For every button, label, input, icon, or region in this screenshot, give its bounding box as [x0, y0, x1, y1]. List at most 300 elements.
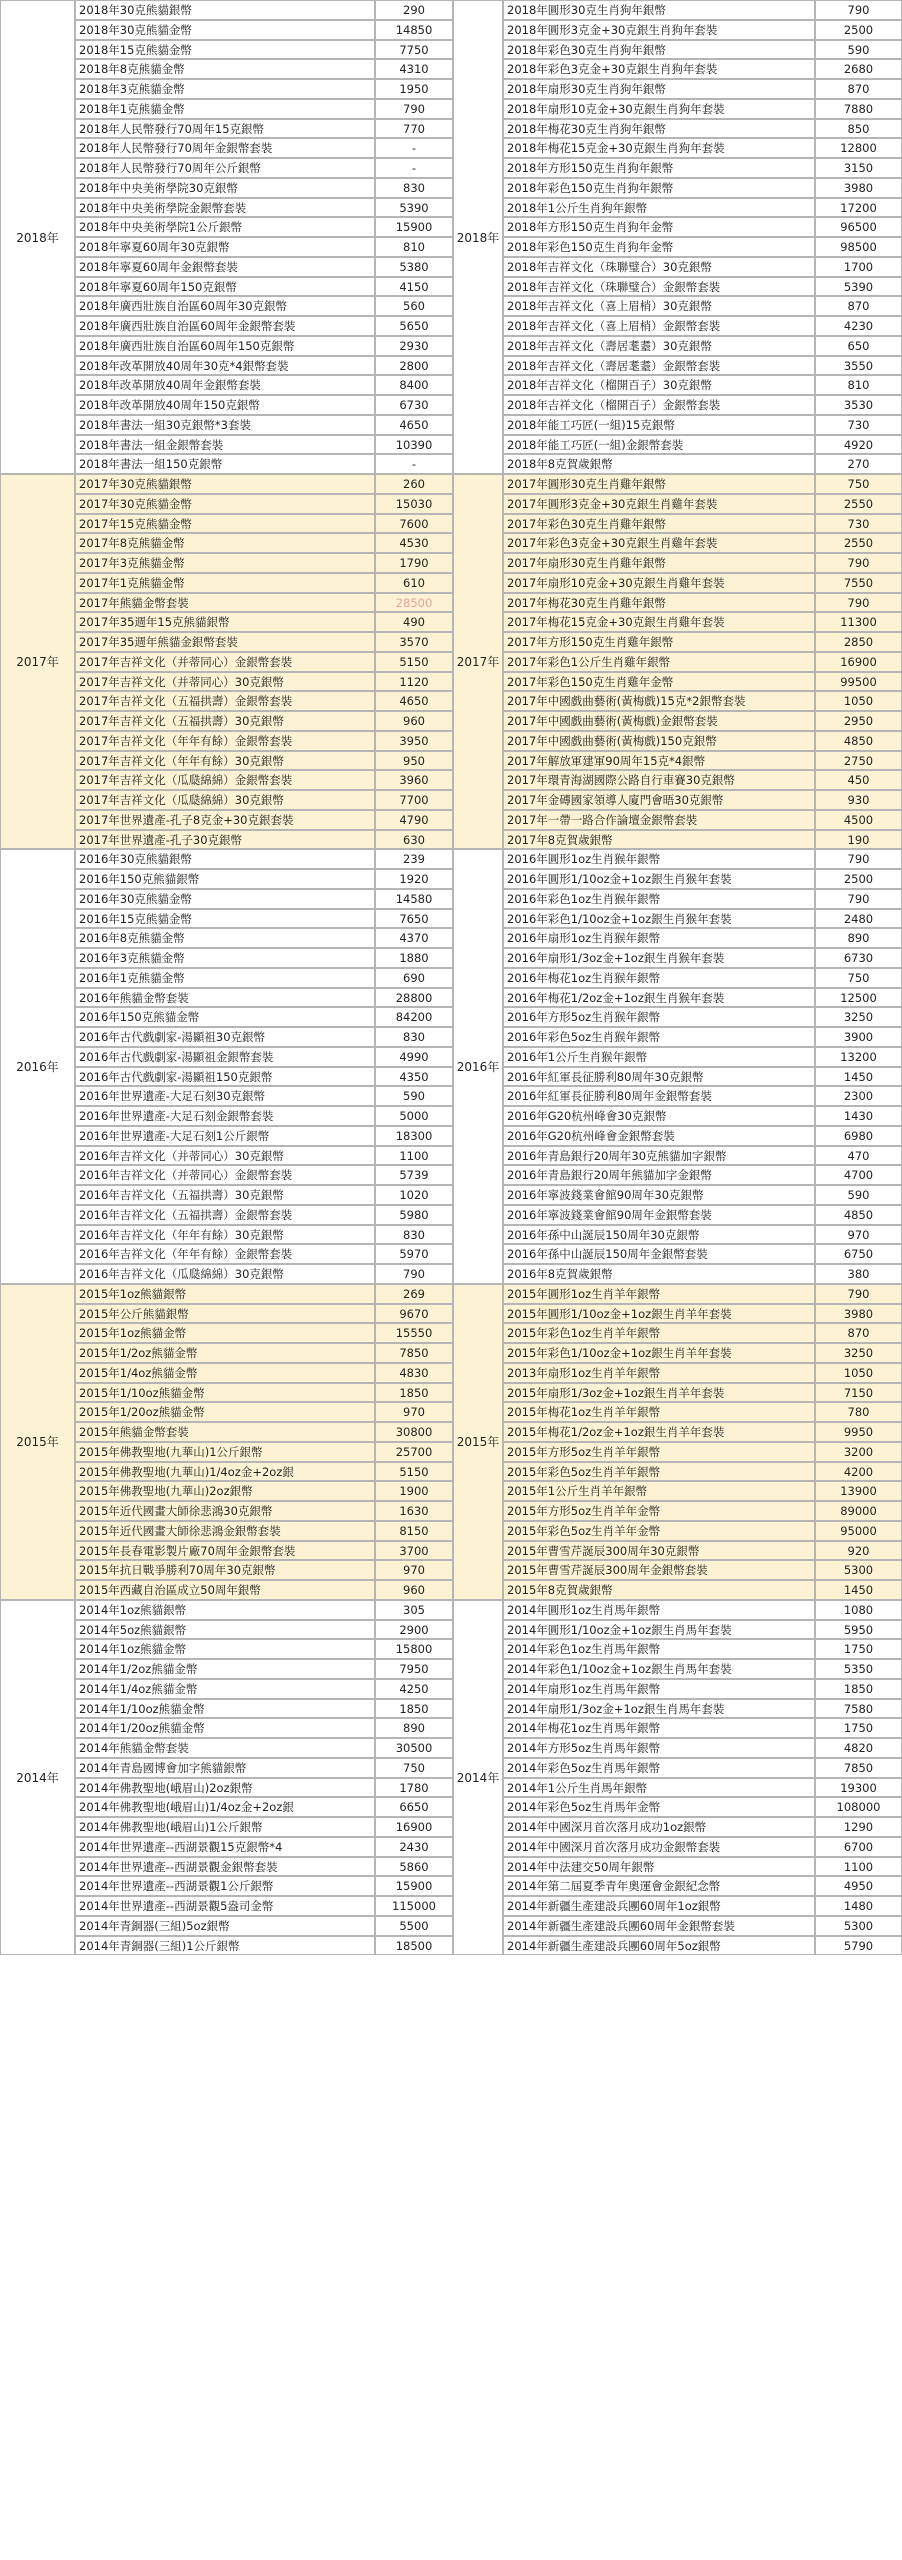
- coin-name: 2015年近代國畫大師徐悲鴻金銀幣套裝: [75, 1521, 375, 1541]
- coin-name: 2018年1克熊貓金幣: [75, 99, 375, 119]
- coin-price: 450: [815, 770, 902, 790]
- coin-price: 970: [375, 1402, 453, 1422]
- coin-name: 2017年世界遺產-孔子30克銀幣: [75, 830, 375, 850]
- coin-name: 2015年曹雪芹誕辰300周年30克銀幣: [503, 1541, 815, 1561]
- coin-price: 5650: [375, 316, 453, 336]
- coin-price: 3960: [375, 770, 453, 790]
- coin-name: 2016年G20杭州峰會金銀幣套裝: [503, 1126, 815, 1146]
- year-label-right: 2014年: [453, 1600, 503, 1956]
- coin-name: 2017年中國戲曲藝術(黃梅戲)150克銀幣: [503, 731, 815, 751]
- coin-name: 2016年1克熊貓金幣: [75, 968, 375, 988]
- coin-name: 2014年世界遺產--西湖景觀金銀幣套裝: [75, 1857, 375, 1877]
- coin-price: 490: [375, 612, 453, 632]
- coin-name: 2018年中央美術學院金銀幣套裝: [75, 198, 375, 218]
- coin-name: 2016年方形5oz生肖猴年銀幣: [503, 1007, 815, 1027]
- coin-name: 2017年梅花15克金+30克銀生肖雞年套裝: [503, 612, 815, 632]
- coin-price: 790: [375, 1264, 453, 1284]
- coin-price: 2930: [375, 336, 453, 356]
- coin-name: 2015年1公斤生肖羊年銀幣: [503, 1481, 815, 1501]
- coin-name: 2016年彩色1/10oz金+1oz銀生肖猴年套裝: [503, 909, 815, 929]
- coin-price: 4230: [815, 316, 902, 336]
- coin-price: 3550: [815, 356, 902, 376]
- coin-name: 2014年中國深月首次落月成功金銀幣套裝: [503, 1837, 815, 1857]
- coin-name: 2014年梅花1oz生肖馬年銀幣: [503, 1718, 815, 1738]
- coin-price: 3250: [815, 1343, 902, 1363]
- coin-name: 2016年吉祥文化（并蒂同心）金銀幣套裝: [75, 1165, 375, 1185]
- coin-name: 2014年新疆生產建設兵團60周年1oz銀幣: [503, 1896, 815, 1916]
- coin-price: 970: [815, 1225, 902, 1245]
- coin-price: 1430: [815, 1106, 902, 1126]
- coin-price: 890: [815, 928, 902, 948]
- coin-name: 2016年1公斤生肖猴年銀幣: [503, 1047, 815, 1067]
- coin-name: 2015年彩色1/10oz金+1oz銀生肖羊年套裝: [503, 1343, 815, 1363]
- coin-price: 790: [815, 593, 902, 613]
- coin-name: 2017年梅花30克生肖雞年銀幣: [503, 593, 815, 613]
- coin-price: 260: [375, 474, 453, 494]
- coin-price: 970: [375, 1560, 453, 1580]
- coin-price: 7700: [375, 790, 453, 810]
- coin-price: 6750: [815, 1244, 902, 1264]
- coin-name: 2016年30克熊貓銀幣: [75, 849, 375, 869]
- coin-price: 960: [375, 711, 453, 731]
- coin-name: 2014年彩色1/10oz金+1oz銀生肖馬年套裝: [503, 1659, 815, 1679]
- coin-price: 4350: [375, 1067, 453, 1087]
- coin-name: 2017年方形150克生肖雞年銀幣: [503, 632, 815, 652]
- coin-name: 2016年8克熊貓金幣: [75, 928, 375, 948]
- coin-name: 2017年熊貓金幣套裝: [75, 593, 375, 613]
- coin-price: 1780: [375, 1778, 453, 1798]
- coin-price: 5300: [815, 1560, 902, 1580]
- coin-price: 5970: [375, 1244, 453, 1264]
- coin-name: 2016年熊貓金幣套裝: [75, 988, 375, 1008]
- coin-price: 6700: [815, 1837, 902, 1857]
- coin-price: 3980: [815, 1304, 902, 1324]
- coin-price: 7750: [375, 40, 453, 60]
- coin-price: 12800: [815, 138, 902, 158]
- coin-price: 830: [375, 178, 453, 198]
- coin-name: 2016年世界遺產-大足石刻1公斤銀幣: [75, 1126, 375, 1146]
- coin-name: 2015年8克賀歲銀幣: [503, 1580, 815, 1600]
- coin-name: 2016年寧波錢業會館90周年金銀幣套裝: [503, 1205, 815, 1225]
- coin-name: 2016年G20杭州峰會30克銀幣: [503, 1106, 815, 1126]
- coin-price: 1850: [375, 1699, 453, 1719]
- coin-price: 380: [815, 1264, 902, 1284]
- coin-name: 2016年寧波錢業會館90周年30克銀幣: [503, 1185, 815, 1205]
- coin-name: 2014年中國深月首次落月成功1oz銀幣: [503, 1817, 815, 1837]
- coin-price: 15030: [375, 494, 453, 514]
- coin-price: 7600: [375, 514, 453, 534]
- coin-name: 2016年吉祥文化（年年有餘）金銀幣套裝: [75, 1244, 375, 1264]
- coin-name: 2018年吉祥文化（珠聯璧合）30克銀幣: [503, 257, 815, 277]
- coin-price: 98500: [815, 237, 902, 257]
- coin-price: 4950: [815, 1876, 902, 1896]
- coin-name: 2015年彩色5oz生肖羊年銀幣: [503, 1462, 815, 1482]
- coin-price: 15900: [375, 217, 453, 237]
- coin-name: 2014年青銅器(三組)1公斤銀幣: [75, 1936, 375, 1956]
- coin-name: 2017年3克熊貓金幣: [75, 553, 375, 573]
- coin-price: 1100: [815, 1857, 902, 1877]
- coin-price: 730: [815, 415, 902, 435]
- coin-price: 7850: [815, 1758, 902, 1778]
- coin-name: 2018年圓形30克生肖狗年銀幣: [503, 0, 815, 20]
- coin-name: 2018年彩色150克生肖狗年銀幣: [503, 178, 815, 198]
- coin-price: 7880: [815, 99, 902, 119]
- coin-price: 16900: [375, 1817, 453, 1837]
- coin-name: 2014年新疆生產建設兵團60周年金銀幣套裝: [503, 1916, 815, 1936]
- coin-price: 1050: [815, 691, 902, 711]
- coin-price: 28500: [375, 593, 453, 613]
- coin-price: 4200: [815, 1462, 902, 1482]
- coin-name: 2015年佛教聖地(九華山)2oz銀幣: [75, 1481, 375, 1501]
- year-label-left: 2016年: [0, 849, 75, 1284]
- coin-price: 5150: [375, 1462, 453, 1482]
- coin-name: 2017年扇形30克生肖雞年銀幣: [503, 553, 815, 573]
- coin-name: 2018年能工巧匠(一組)金銀幣套裝: [503, 435, 815, 455]
- coin-name: 2015年1/4oz熊貓金幣: [75, 1363, 375, 1383]
- coin-price: 3150: [815, 158, 902, 178]
- coin-price: 96500: [815, 217, 902, 237]
- coin-name: 2018年中央美術學院30克銀幣: [75, 178, 375, 198]
- coin-price: 239: [375, 849, 453, 869]
- coin-price: 17200: [815, 198, 902, 218]
- coin-price: 99500: [815, 672, 902, 692]
- coin-price: 3530: [815, 395, 902, 415]
- coin-price: 3900: [815, 1027, 902, 1047]
- coin-price: 7150: [815, 1383, 902, 1403]
- coin-price: 3250: [815, 1007, 902, 1027]
- coin-price: 2950: [815, 711, 902, 731]
- coin-name: 2017年吉祥文化（五福拱壽）30克銀幣: [75, 711, 375, 731]
- coin-price: 1100: [375, 1146, 453, 1166]
- coin-price: 290: [375, 0, 453, 20]
- coin-name: 2018年書法一組30克銀幣*3套裝: [75, 415, 375, 435]
- coin-name: 2016年吉祥文化（五福拱壽）30克銀幣: [75, 1185, 375, 1205]
- coin-name: 2016年孫中山誕辰150周年金銀幣套裝: [503, 1244, 815, 1264]
- coin-name: 2015年扇形1/3oz金+1oz銀生肖羊年套裝: [503, 1383, 815, 1403]
- coin-name: 2017年彩色1公斤生肖雞年銀幣: [503, 652, 815, 672]
- coin-name: 2014年方形5oz生肖馬年銀幣: [503, 1738, 815, 1758]
- coin-price: 1950: [375, 79, 453, 99]
- coin-price: 5980: [375, 1205, 453, 1225]
- coin-price: 590: [815, 1185, 902, 1205]
- coin-price: 1700: [815, 257, 902, 277]
- coin-price: 3950: [375, 731, 453, 751]
- coin-name: 2014年1/10oz熊貓金幣: [75, 1699, 375, 1719]
- coin-name: 2016年吉祥文化（瓜瓞綿綿）30克銀幣: [75, 1264, 375, 1284]
- coin-price: 790: [815, 0, 902, 20]
- coin-name: 2016年扇形1oz生肖猴年銀幣: [503, 928, 815, 948]
- coin-name: 2017年環青海湖國際公路自行車賽30克銀幣: [503, 770, 815, 790]
- coin-price: 89000: [815, 1501, 902, 1521]
- coin-price: 4530: [375, 533, 453, 553]
- coin-price: 750: [815, 474, 902, 494]
- coin-price: 8400: [375, 375, 453, 395]
- coin-name: 2014年熊貓金幣套裝: [75, 1738, 375, 1758]
- coin-price: 3980: [815, 178, 902, 198]
- coin-name: 2015年曹雪芹誕辰300周年金銀幣套裝: [503, 1560, 815, 1580]
- coin-price: 5950: [815, 1620, 902, 1640]
- coin-price: 920: [815, 1541, 902, 1561]
- coin-price: 4310: [375, 59, 453, 79]
- coin-price: 1450: [815, 1580, 902, 1600]
- coin-name: 2016年150克熊貓銀幣: [75, 869, 375, 889]
- coin-name: 2018年人民幣發行70周年公斤銀幣: [75, 158, 375, 178]
- coin-price: 470: [815, 1146, 902, 1166]
- coin-name: 2015年熊貓金幣套裝: [75, 1422, 375, 1442]
- coin-price: 2680: [815, 59, 902, 79]
- coin-name: 2017年8克賀歲銀幣: [503, 830, 815, 850]
- coin-name: 2014年新疆生產建設兵團60周年5oz銀幣: [503, 1936, 815, 1956]
- coin-price: 810: [815, 375, 902, 395]
- coin-name: 2018年人民幣發行70周年金銀幣套裝: [75, 138, 375, 158]
- coin-price: 7550: [815, 573, 902, 593]
- coin-name: 2014年圓形1/10oz金+1oz銀生肖馬年套裝: [503, 1620, 815, 1640]
- coin-name: 2014年世界遺產--西湖景觀5盎司金幣: [75, 1896, 375, 1916]
- coin-price: 590: [815, 40, 902, 60]
- coin-price: 690: [375, 968, 453, 988]
- coin-name: 2018年吉祥文化（喜上眉梢）30克銀幣: [503, 296, 815, 316]
- coin-name: 2017年彩色150克生肖雞年金幣: [503, 672, 815, 692]
- coin-price: 950: [375, 751, 453, 771]
- coin-name: 2018年廣西壯族自治區60周年金銀幣套裝: [75, 316, 375, 336]
- coin-price: 1290: [815, 1817, 902, 1837]
- coin-name: 2015年西藏自治區成立50周年銀幣: [75, 1580, 375, 1600]
- coin-price: 2750: [815, 751, 902, 771]
- coin-name: 2016年世界遺產-大足石刻30克銀幣: [75, 1086, 375, 1106]
- coin-name: 2018年吉祥文化（喜上眉梢）金銀幣套裝: [503, 316, 815, 336]
- coin-name: 2015年長春電影製片廠70周年金銀幣套裝: [75, 1541, 375, 1561]
- coin-name: 2015年彩色5oz生肖羊年金幣: [503, 1521, 815, 1541]
- coin-name: 2018年彩色30克生肖狗年銀幣: [503, 40, 815, 60]
- coin-price: 3570: [375, 632, 453, 652]
- coin-price: 1080: [815, 1600, 902, 1620]
- coin-price: 14580: [375, 889, 453, 909]
- year-label-left: 2015年: [0, 1284, 75, 1600]
- coin-price: 12500: [815, 988, 902, 1008]
- coin-price: 16900: [815, 652, 902, 672]
- coin-name: 2018年30克熊貓銀幣: [75, 0, 375, 20]
- coin-price: 4790: [375, 810, 453, 830]
- coin-price: 5860: [375, 1857, 453, 1877]
- coin-price: 28800: [375, 988, 453, 1008]
- coin-name: 2018年改革開放40周年150克銀幣: [75, 395, 375, 415]
- coin-price: 650: [815, 336, 902, 356]
- coin-name: 2016年古代戲劇家-湯顯祖30克銀幣: [75, 1027, 375, 1047]
- coin-name: 2016年扇形1/3oz金+1oz銀生肖猴年套裝: [503, 948, 815, 968]
- coin-name: 2017年30克熊貓銀幣: [75, 474, 375, 494]
- coin-name: 2014年青島國博會加字熊貓銀幣: [75, 1758, 375, 1778]
- coin-price: 3700: [375, 1541, 453, 1561]
- year-label-right: 2018年: [453, 0, 503, 474]
- coin-name: 2015年方形5oz生肖羊年金幣: [503, 1501, 815, 1521]
- coin-name: 2016年圓形1/10oz金+1oz銀生肖猴年套裝: [503, 869, 815, 889]
- coin-name: 2015年方形5oz生肖羊年銀幣: [503, 1442, 815, 1462]
- year-label-left: 2014年: [0, 1600, 75, 1956]
- coin-name: 2018年寧夏60周年金銀幣套裝: [75, 257, 375, 277]
- coin-price: 2850: [815, 632, 902, 652]
- coin-name: 2016年紅軍長征勝利80周年金銀幣套裝: [503, 1086, 815, 1106]
- coin-price: 790: [375, 99, 453, 119]
- coin-price: 270: [815, 454, 902, 474]
- coin-price: 750: [375, 1758, 453, 1778]
- coin-name: 2017年吉祥文化（年年有餘）金銀幣套裝: [75, 731, 375, 751]
- coin-price: 4850: [815, 731, 902, 751]
- coin-name: 2018年30克熊貓金幣: [75, 20, 375, 40]
- coin-price: 6980: [815, 1126, 902, 1146]
- coin-name: 2017年吉祥文化（并蒂同心）金銀幣套裝: [75, 652, 375, 672]
- coin-name: 2016年3克熊貓金幣: [75, 948, 375, 968]
- coin-name: 2016年梅花1/2oz金+1oz銀生肖猴年套裝: [503, 988, 815, 1008]
- coin-price: 30800: [375, 1422, 453, 1442]
- coin-name: 2015年圓形1/10oz金+1oz銀生肖羊年套裝: [503, 1304, 815, 1324]
- coin-price: 13200: [815, 1047, 902, 1067]
- coin-name: 2016年8克賀歲銀幣: [503, 1264, 815, 1284]
- coin-price: 930: [815, 790, 902, 810]
- coin-price: 4250: [375, 1679, 453, 1699]
- coin-price: 870: [815, 296, 902, 316]
- coin-name: 2016年世界遺產-大足石刻金銀幣套裝: [75, 1106, 375, 1126]
- coin-name: 2016年青島銀行20周年30克熊貓加字銀幣: [503, 1146, 815, 1166]
- coin-name: 2018年扇形30克生肖狗年銀幣: [503, 79, 815, 99]
- coin-price: 790: [815, 1284, 902, 1304]
- coin-price: 630: [375, 830, 453, 850]
- coin-price: 305: [375, 1600, 453, 1620]
- coin-name: 2014年世界遺產--西湖景觀15克銀幣*4: [75, 1837, 375, 1857]
- coin-name: 2014年彩色1oz生肖馬年銀幣: [503, 1639, 815, 1659]
- coin-name: 2018年彩色3克金+30克銀生肖狗年套裝: [503, 59, 815, 79]
- coin-price: 115000: [375, 1896, 453, 1916]
- coin-name: 2015年公斤熊貓銀幣: [75, 1304, 375, 1324]
- coin-name: 2015年佛教聖地(九華山)1/4oz金+2oz銀: [75, 1462, 375, 1482]
- coin-price: 810: [375, 237, 453, 257]
- year-label-right: 2017年: [453, 474, 503, 849]
- coin-price: 780: [815, 1402, 902, 1422]
- coin-name: 2016年吉祥文化（年年有餘）30克銀幣: [75, 1225, 375, 1245]
- coin-name: 2018年8克賀歲銀幣: [503, 454, 815, 474]
- coin-name: 2014年1/2oz熊貓金幣: [75, 1659, 375, 1679]
- coin-name: 2017年彩色3克金+30克銀生肖雞年套裝: [503, 533, 815, 553]
- coin-name: 2016年梅花1oz生肖猴年銀幣: [503, 968, 815, 988]
- coin-price: 890: [375, 1718, 453, 1738]
- coin-price: 7850: [375, 1343, 453, 1363]
- coin-price: 190: [815, 830, 902, 850]
- coin-name: 2016年彩色1oz生肖猴年銀幣: [503, 889, 815, 909]
- coin-name: 2016年古代戲劇家-湯顯祖150克銀幣: [75, 1067, 375, 1087]
- coin-price: 5300: [815, 1916, 902, 1936]
- coin-price: 84200: [375, 1007, 453, 1027]
- coin-name: 2013年扇形1oz生肖羊年銀幣: [503, 1363, 815, 1383]
- coin-name: 2018年吉祥文化（壽居耄耋）金銀幣套裝: [503, 356, 815, 376]
- coin-name: 2015年1/10oz熊貓金幣: [75, 1383, 375, 1403]
- coin-price: 9670: [375, 1304, 453, 1324]
- coin-name: 2018年吉祥文化（珠聯璧合）金銀幣套裝: [503, 277, 815, 297]
- coin-price: 610: [375, 573, 453, 593]
- coin-price: 830: [375, 1027, 453, 1047]
- coin-price: 1750: [815, 1718, 902, 1738]
- coin-name: 2017年30克熊貓金幣: [75, 494, 375, 514]
- coin-name: 2016年15克熊貓金幣: [75, 909, 375, 929]
- coin-name: 2018年寧夏60周年30克銀幣: [75, 237, 375, 257]
- coin-name: 2014年1/20oz熊貓金幣: [75, 1718, 375, 1738]
- coin-price: 10390: [375, 435, 453, 455]
- coin-name: 2015年梅花1oz生肖羊年銀幣: [503, 1402, 815, 1422]
- coin-price: 4990: [375, 1047, 453, 1067]
- coin-price: 5390: [375, 198, 453, 218]
- coin-price: 5350: [815, 1659, 902, 1679]
- coin-price: 730: [815, 514, 902, 534]
- coin-name: 2017年吉祥文化（五福拱壽）金銀幣套裝: [75, 691, 375, 711]
- coin-name: 2018年吉祥文化（榴開百子）金銀幣套裝: [503, 395, 815, 415]
- coin-price: 6730: [815, 948, 902, 968]
- coin-name: 2017年一帶一路合作論壇金銀幣套裝: [503, 810, 815, 830]
- coin-price: 5500: [375, 1916, 453, 1936]
- coin-price: 2480: [815, 909, 902, 929]
- coin-name: 2016年30克熊貓金幣: [75, 889, 375, 909]
- coin-price: 5739: [375, 1165, 453, 1185]
- coin-price: 108000: [815, 1797, 902, 1817]
- coin-name: 2014年彩色5oz生肖馬年金幣: [503, 1797, 815, 1817]
- coin-name: 2014年扇形1oz生肖馬年銀幣: [503, 1679, 815, 1699]
- coin-name: 2018年改革開放40周年金銀幣套裝: [75, 375, 375, 395]
- coin-price: -: [375, 158, 453, 178]
- coin-name: 2017年圓形3克金+30克銀生肖雞年套裝: [503, 494, 815, 514]
- coin-price: 7950: [375, 1659, 453, 1679]
- coin-name: 2014年第二屆夏季青年奧運會金銀紀念幣: [503, 1876, 815, 1896]
- coin-name: 2018年方形150克生肖狗年銀幣: [503, 158, 815, 178]
- coin-name: 2014年扇形1/3oz金+1oz銀生肖馬年套裝: [503, 1699, 815, 1719]
- coin-price: 4700: [815, 1165, 902, 1185]
- coin-price: 1450: [815, 1067, 902, 1087]
- year-label-right: 2016年: [453, 849, 503, 1284]
- year-label-left: 2017年: [0, 474, 75, 849]
- coin-price: 4650: [375, 691, 453, 711]
- coin-name: 2018年改革開放40周年30克*4銀幣套裝: [75, 356, 375, 376]
- coin-price: 4370: [375, 928, 453, 948]
- coin-name: 2017年吉祥文化（年年有餘）30克銀幣: [75, 751, 375, 771]
- coin-price: 5150: [375, 652, 453, 672]
- coin-price: -: [375, 454, 453, 474]
- coin-price: 1050: [815, 1363, 902, 1383]
- coin-name: 2016年彩色5oz生肖猴年銀幣: [503, 1027, 815, 1047]
- coin-price: 4650: [375, 415, 453, 435]
- coin-name: 2018年彩色150克生肖狗年金幣: [503, 237, 815, 257]
- coin-price: 4830: [375, 1363, 453, 1383]
- coin-name: 2017年金磚國家領導人廈門會晤30克銀幣: [503, 790, 815, 810]
- coin-name: 2014年1公斤生肖馬年銀幣: [503, 1778, 815, 1798]
- coin-name: 2015年近代國畫大師徐悲鴻30克銀幣: [75, 1501, 375, 1521]
- coin-price: 1920: [375, 869, 453, 889]
- coin-name: 2017年1克熊貓金幣: [75, 573, 375, 593]
- coin-name: 2018年中央美術學院1公斤銀幣: [75, 217, 375, 237]
- coin-name: 2018年書法一組150克銀幣: [75, 454, 375, 474]
- coin-price: 790: [815, 553, 902, 573]
- coin-price: 1790: [375, 553, 453, 573]
- coin-price: 1900: [375, 1481, 453, 1501]
- coin-price: 5000: [375, 1106, 453, 1126]
- coin-name: 2018年廣西壯族自治區60周年150克銀幣: [75, 336, 375, 356]
- coin-price: 1750: [815, 1639, 902, 1659]
- coin-price: 6730: [375, 395, 453, 415]
- coin-price: 4850: [815, 1205, 902, 1225]
- coin-price: 1880: [375, 948, 453, 968]
- coin-price: 30500: [375, 1738, 453, 1758]
- coin-price: -: [375, 138, 453, 158]
- coin-price: 25700: [375, 1442, 453, 1462]
- coin-name: 2018年8克熊貓金幣: [75, 59, 375, 79]
- coin-name: 2018年寧夏60周年150克銀幣: [75, 277, 375, 297]
- coin-name: 2014年佛教聖地(峨眉山)2oz銀幣: [75, 1778, 375, 1798]
- coin-price: 15800: [375, 1639, 453, 1659]
